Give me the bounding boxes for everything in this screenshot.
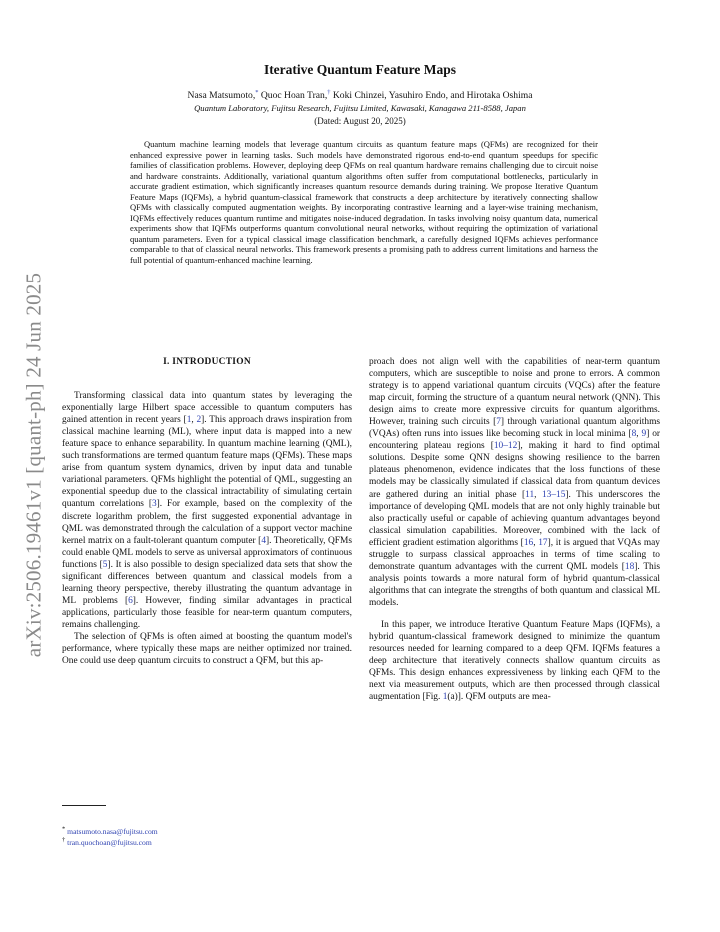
text-span: ]. Theoretically, QFMs could enable QML models to serve as universal approximators of continuous functions [: [62, 535, 353, 570]
footnotes: [62, 826, 158, 848]
footnote-2: [62, 837, 158, 848]
author-1: Nasa Matsumoto,: [187, 90, 256, 101]
author-list: [0, 90, 720, 101]
text-span: proach does not align well with the capabilities of near-term quantum computers, which are susceptible to noise and prone to errors. A common strategy is to append variational quantum circuits (VQCs) after the feature map circuit, forming the structure of a quantum neural network (QNN). This design aims to create more expressive circuits for quantum algorithms. However, training such circuits [: [369, 357, 660, 428]
text-span: In this paper, we introduce Iterative Quantum Feature Maps (IQFMs), a hybrid quantum-classical framework designed to minimize the quantum resources needed for learning compared to a deep QFM. IQFMs features a deep architecture that iteratively connects shallow quantum circuits as QFMs. This design enhances expressiveness by linking each QFM to the next via measurement outputs, which are then processed through classical augmentation [Fig.: [369, 619, 660, 703]
citation-link[interactable]: 8: [631, 429, 637, 440]
intro-paragraph-1: [62, 390, 352, 631]
citation-link[interactable]: 6: [128, 595, 133, 606]
date-line: (Dated: August 20, 2025): [314, 116, 406, 126]
citation-link[interactable]: 16: [523, 537, 534, 548]
author-2-footnote-link[interactable]: †: [327, 88, 331, 96]
text-span: Transforming classical data into quantum states by leveraging the exponentially large Hilbert space accessible to quantum computers has gained attention in recent years [: [62, 391, 352, 426]
citation-link[interactable]: 13–15: [541, 489, 566, 500]
text-span: ] or encountering plateau regions [: [369, 429, 661, 452]
footnote-rule: [62, 805, 106, 806]
author-rest: Koki Chinzei, Yasuhiro Endo, and Hirotaka Oshima: [330, 90, 533, 101]
citation-link[interactable]: 18: [624, 561, 635, 572]
text-span: ,: [533, 537, 539, 548]
text-span: ,: [191, 415, 197, 426]
citation-link[interactable]: 3: [151, 499, 157, 510]
intro-paragraph-3: [369, 619, 660, 703]
text-span: ]. This underscores the importance of developing QML models that are not only highly trainable but also practically useful or capable of achieving quantum advantages beyond classical simulation capabilities. Moreover, combined with the lack of efficient gradient estimation algorithms [: [369, 489, 660, 548]
arxiv-sidebar-stamp: [14, 250, 54, 680]
section-heading-introduction: I. INTRODUCTION: [163, 357, 251, 367]
intro-paragraph-2: The selection of QFMs is often aimed at boosting the quantum model's performance, where typically these maps are neither optimized nor trained. One could use deep quantum circuits to construct a QFM, but this ap-: [62, 631, 352, 667]
footnote-1-email-link[interactable]: matsumoto.nasa@fujitsu.com: [67, 827, 158, 836]
intro-paragraph-2-continued: [369, 356, 660, 609]
citation-link[interactable]: 9: [641, 429, 647, 440]
footnote-1-mark: *: [62, 825, 66, 833]
citation-link[interactable]: 5: [102, 559, 108, 570]
author-1-footnote-link[interactable]: *: [255, 88, 259, 96]
text-span: ,: [636, 429, 642, 440]
abstract: Quantum machine learning models that leverage quantum circuits as quantum feature maps (QFMs) are recognized for their enhanced expressive power in learning tasks. Such models have demonstrated rigorous end-to-end quantum speedups for specific families of classification problems. However, deploying deep QFMs on real quantum hardware remains challenging due to circuit noise and hardware constraints. Additionally, variational quantum algorithms often suffer from computational bottlenecks, particularly in accurate gradient estimation, which significantly increases quantum resource demands during training. We propose Iterative Quantum Feature Maps (IQFMs), a hybrid quantum-classical framework that constructs a deep architecture by iteratively connecting shallow QFMs with classically computed augmentation weights. By incorporating contrastive learning and a layer-wise training mechanism, IQFMs effectively reduces quantum runtime and mitigates noise-induced degradation. In tasks involving noisy quantum data, numerical experiments show that IQFMs outperforms quantum convolutional neural networks, without requiring the optimization of variational quantum parameters. Even for a typical classical image classification benchmark, a carefully designed IQFMs achieves performance comparable to that of classical neural networks. This framework presents a promising path to address current limitations and harness the full potential of quantum-enhanced machine learning.: [130, 139, 598, 266]
citation-link[interactable]: 1: [186, 415, 192, 426]
right-column: [369, 356, 660, 703]
left-column: [62, 356, 352, 667]
text-span: ], making it hard to find optimal solutions. Despite some QNN designs showing resilience to the barren plateaus phenomenon, evidence indicates that the loss functions of these models may be classically simulated if classical data from quantum devices are gathered during an initial phase [: [369, 441, 660, 500]
text-span: ]. For example, based on the complexity of the discrete logarithm problem, the first suggested exponential advantage in QML was demonstrated through the calculation of a support vector machine kernel matrix on a fault-tolerant quantum computer [: [62, 499, 352, 546]
citation-link[interactable]: 17: [538, 537, 548, 548]
text-span: ], it is argued that VQAs may struggle to surpass classical approaches in terms of time scaling to demonstrate quantum advantages with the current QML models [: [369, 537, 660, 572]
text-span: ]. It is also possible to design specialized data sets that show the significant differences between quantum and classical models from a learning theory perspective, thereby illustrating the quantum advantage in ML problems [: [62, 559, 353, 606]
text-span: ] through variational quantum algorithms (VQAs) often runs into issues like becoming stuck in local minima [: [369, 417, 661, 440]
text-span: ,: [534, 489, 542, 500]
citation-link[interactable]: 2: [196, 415, 202, 426]
text-span: ]. However, finding similar advantages in practical applications, particularly those feasible for near-term quantum computers, remains challenging.: [62, 595, 352, 630]
figure-link[interactable]: 1: [442, 692, 448, 703]
text-span: (a)]. QFM outputs are mea-: [447, 692, 551, 703]
author-2: Quoc Hoan Tran,: [258, 90, 328, 101]
text-span: ]. This analysis points towards a more natural form of hybrid quantum-classical algorithms that can integrate the strengths of both quantum and classical ML models.: [369, 561, 660, 608]
text-span: ]. This approach draws inspiration from classical machine learning (ML), where input data is mapped into a new feature space to enhance separability. In quantum machine learning (QML), such transformations are termed quantum feature maps (QFMs). These maps arise from quantum system dynamics, driven by input data and tunable variational parameters. QFMs highlight the potential of QML, suggesting an exponential speedup due to the classical intractability of simulating certain quantum correlations [: [62, 415, 352, 510]
citation-link[interactable]: 7: [496, 417, 501, 428]
affiliation: Quantum Laboratory, Fujitsu Research, Fujitsu Limited, Kawasaki, Kanagawa 211-8588, Japan: [194, 103, 526, 113]
citation-link[interactable]: 11: [525, 489, 535, 500]
arxiv-identifier: arXiv:2506.19461v1 [quant-ph] 24 Jun 2025: [21, 272, 46, 658]
footnote-1: [62, 826, 158, 837]
footnote-2-mark: †: [62, 836, 66, 844]
paper-title: Iterative Quantum Feature Maps: [263, 62, 457, 77]
footnote-2-email-link[interactable]: tran.quochoan@fujitsu.com: [67, 838, 152, 847]
citation-link[interactable]: 4: [261, 535, 266, 546]
citation-link[interactable]: 10–12: [493, 441, 518, 452]
